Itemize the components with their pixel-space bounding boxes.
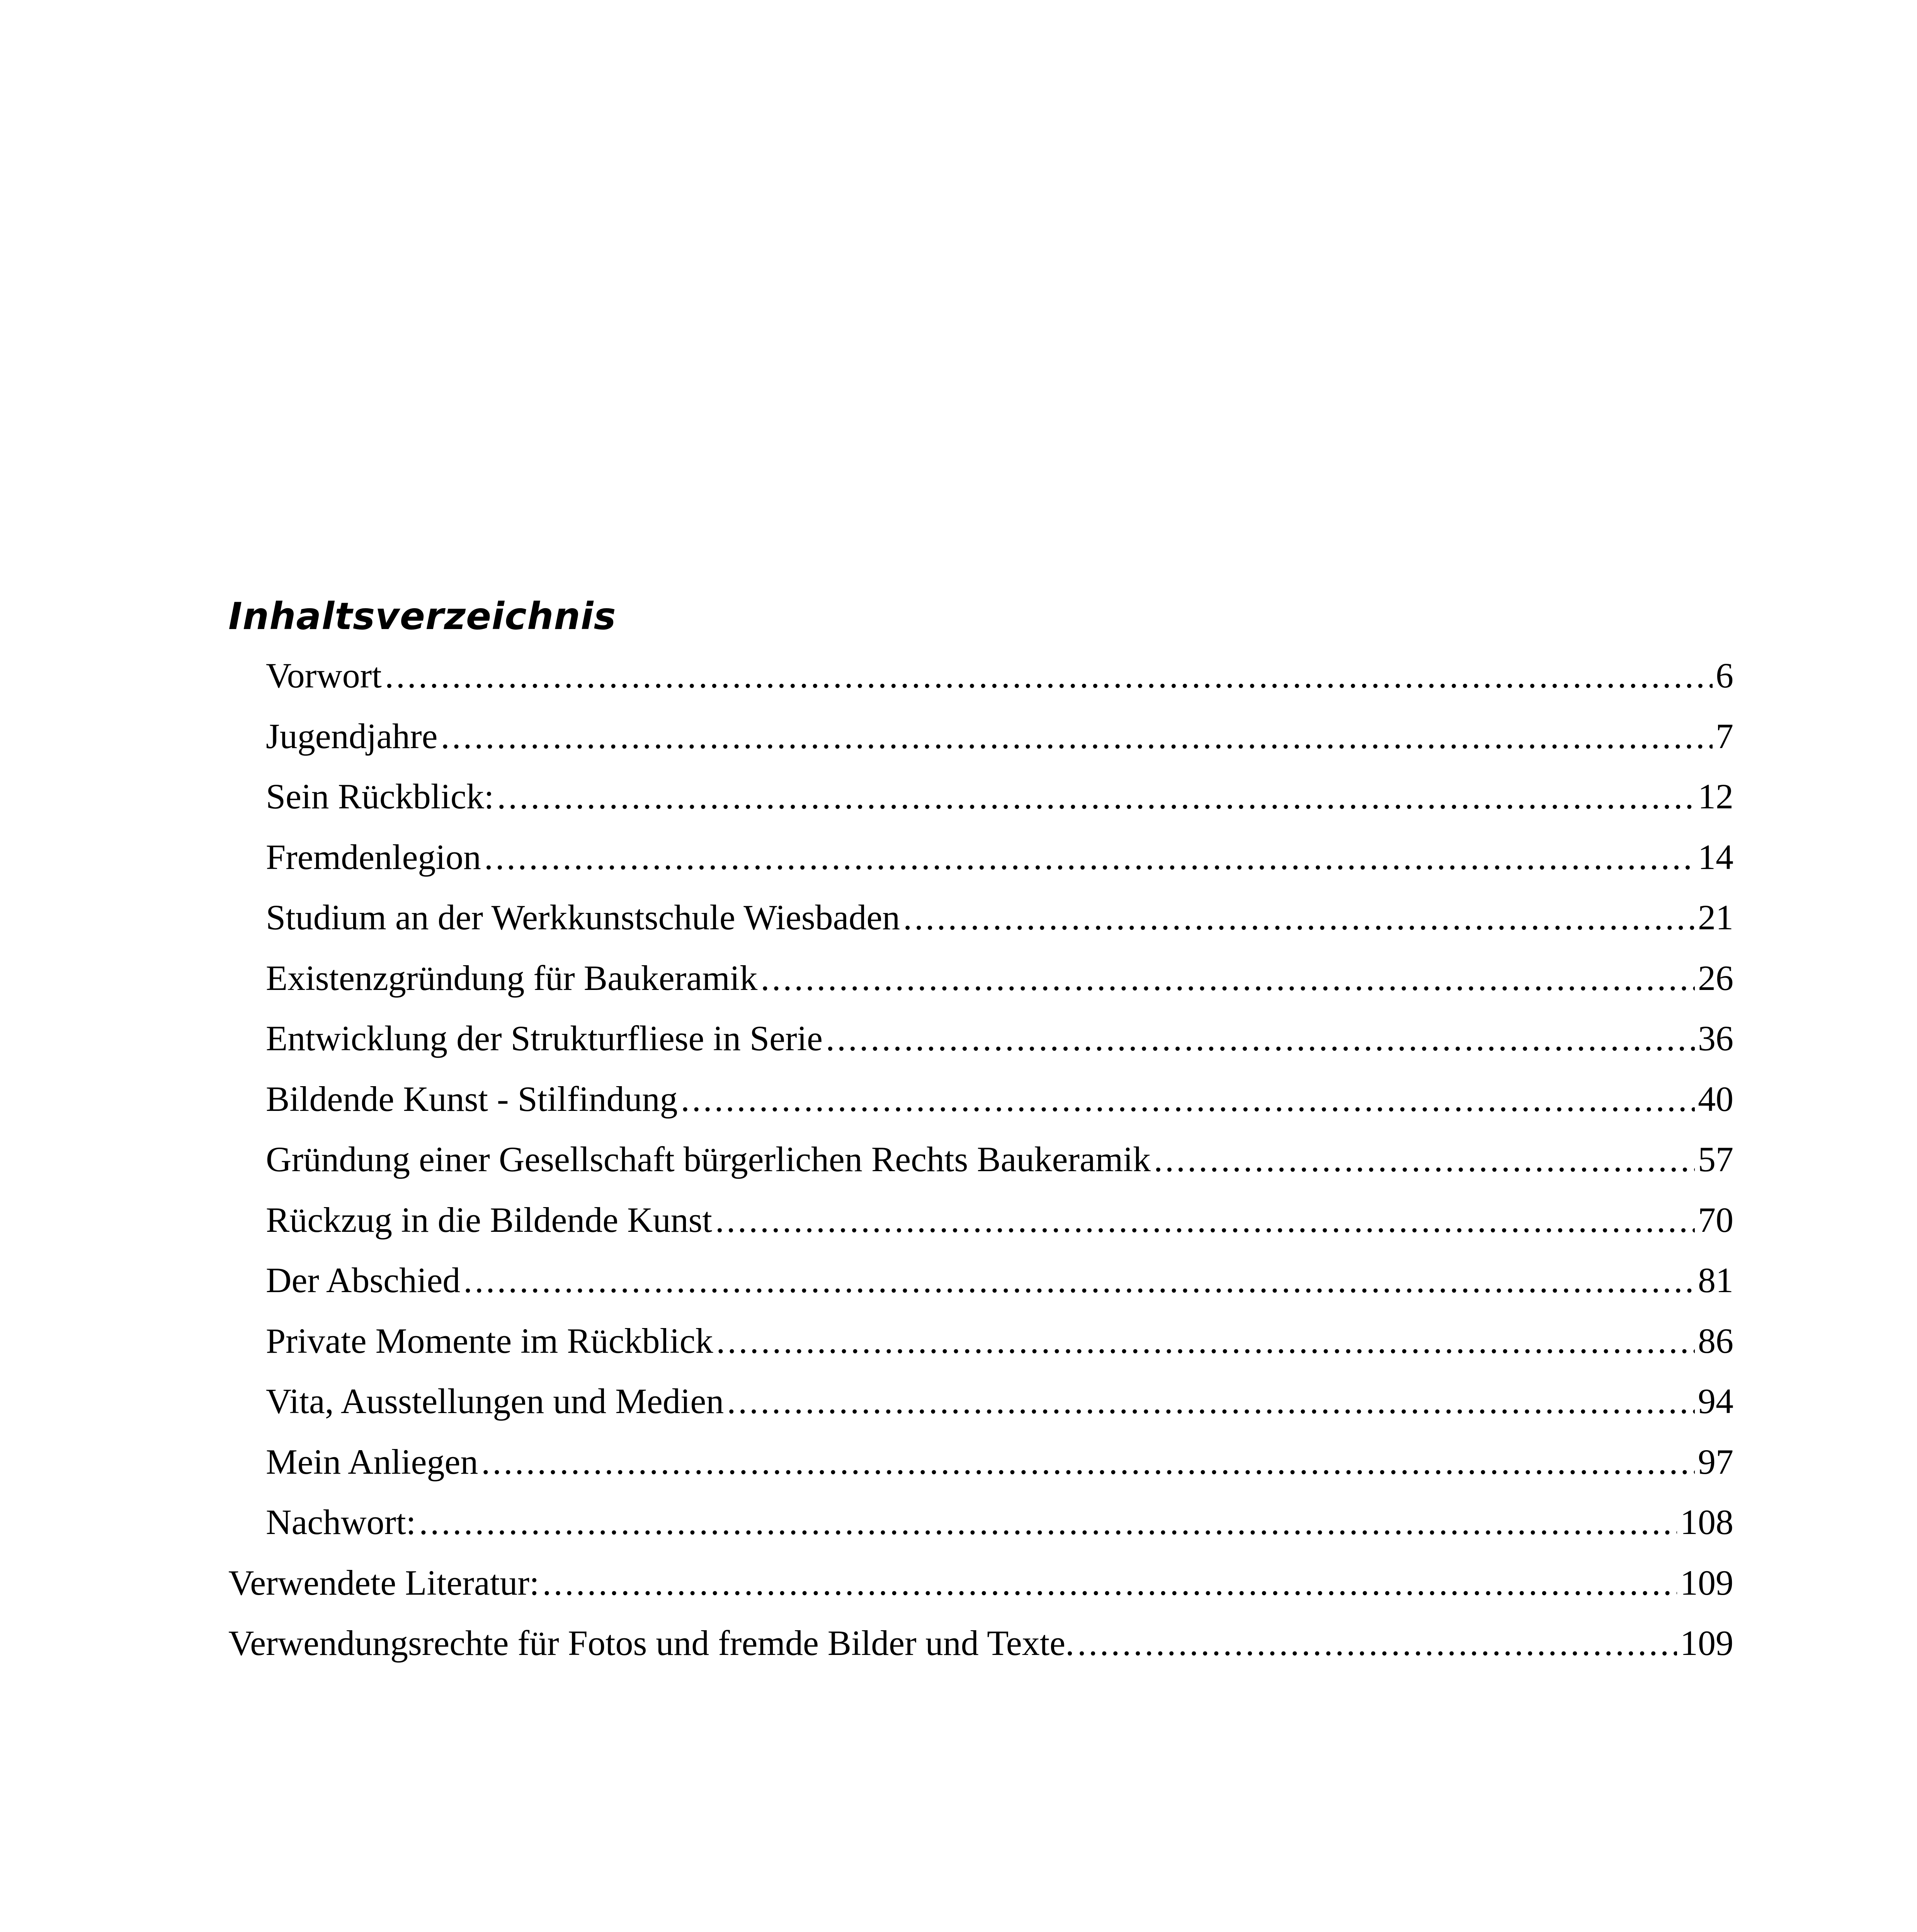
toc-page-number: 40	[1698, 1079, 1733, 1119]
toc-page-number: 81	[1698, 1260, 1733, 1300]
toc-page-number: 94	[1698, 1381, 1733, 1421]
toc-page-number: 109	[1680, 1563, 1733, 1602]
toc-entry[interactable]	[228, 948, 1733, 1009]
toc-dot-leader	[463, 1250, 1695, 1311]
toc-entry[interactable]	[228, 1008, 1733, 1069]
toc-dot-leader	[760, 948, 1695, 1009]
toc-list	[228, 645, 1733, 1673]
toc-dot-leader	[419, 1492, 1677, 1553]
toc-entry[interactable]	[228, 827, 1733, 888]
toc-entry[interactable]	[228, 1371, 1733, 1432]
toc-entry[interactable]	[228, 1190, 1733, 1250]
toc-page-number: 57	[1698, 1139, 1733, 1179]
toc-entry-title: Entwicklung der Strukturfliese in Serie	[266, 1019, 823, 1058]
toc-dot-leader	[903, 887, 1695, 948]
toc-page-number: 108	[1680, 1502, 1733, 1542]
toc-entry[interactable]	[228, 645, 1733, 706]
toc-entry-title: Bildende Kunst - Stilfindung	[266, 1079, 678, 1119]
toc-entry[interactable]	[228, 1432, 1733, 1492]
toc-entry[interactable]	[228, 1311, 1733, 1371]
toc-page-number: 12	[1698, 777, 1733, 816]
toc-entry[interactable]	[228, 887, 1733, 948]
toc-entry-title: Fremdenlegion	[266, 837, 481, 877]
toc-dot-leader	[715, 1190, 1695, 1250]
toc-entry[interactable]	[228, 1613, 1733, 1673]
toc-page-number: 109	[1680, 1623, 1733, 1663]
toc-dot-leader	[727, 1371, 1695, 1432]
toc-entry-title: Vorwort	[266, 656, 382, 695]
toc-dot-leader	[385, 645, 1713, 706]
toc-dot-leader	[826, 1008, 1695, 1069]
toc-dot-leader	[543, 1553, 1677, 1613]
toc-entry[interactable]	[228, 1553, 1733, 1613]
toc-entry-title: Der Abschied	[266, 1260, 461, 1300]
toc-entry-title: Verwendungsrechte für Fotos und fremde Bilder und Texte.	[228, 1623, 1075, 1663]
toc-entry-title: Sein Rückblick:	[266, 777, 494, 816]
toc-entry-title: Jugendjahre	[266, 716, 438, 756]
toc-dot-leader	[681, 1069, 1695, 1129]
toc-entry[interactable]	[228, 1069, 1733, 1129]
toc-page-number: 21	[1698, 898, 1733, 937]
toc-dot-leader	[1154, 1129, 1695, 1190]
toc-page-number: 36	[1698, 1019, 1733, 1058]
toc-page-number: 86	[1698, 1321, 1733, 1361]
toc-dot-leader	[481, 1432, 1695, 1492]
toc-page-number: 14	[1698, 837, 1733, 877]
toc-dot-leader	[441, 706, 1713, 767]
toc-entry[interactable]	[228, 1129, 1733, 1190]
toc-entry-title: Existenzgründung für Baukeramik	[266, 958, 758, 998]
toc-heading: Inhaltsverzeichnis	[228, 595, 616, 638]
toc-entry[interactable]	[228, 1492, 1733, 1553]
toc-dot-leader	[716, 1311, 1695, 1371]
toc-entry-title: Verwendete Literatur:	[228, 1563, 539, 1602]
toc-entry[interactable]	[228, 1250, 1733, 1311]
table-of-contents	[228, 587, 1733, 1673]
toc-entry[interactable]	[228, 766, 1733, 827]
toc-entry-title: Gründung einer Gesellschaft bürgerlichen Rechts Baukeramik	[266, 1139, 1151, 1179]
toc-page-number: 70	[1698, 1200, 1733, 1240]
toc-page-number: 97	[1698, 1442, 1733, 1481]
toc-entry-title: Vita, Ausstellungen und Medien	[266, 1381, 724, 1421]
toc-dot-leader	[484, 827, 1695, 888]
toc-entry[interactable]	[228, 706, 1733, 767]
toc-page-number: 7	[1716, 716, 1733, 756]
toc-page-number: 6	[1716, 656, 1733, 695]
toc-entry-title: Rückzug in die Bildende Kunst	[266, 1200, 712, 1240]
toc-entry-title: Nachwort:	[266, 1502, 416, 1542]
toc-entry-title: Private Momente im Rückblick	[266, 1321, 713, 1361]
toc-entry-title: Mein Anliegen	[266, 1442, 478, 1481]
toc-dot-leader	[497, 766, 1695, 827]
toc-page-number: 26	[1698, 958, 1733, 998]
toc-entry-title: Studium an der Werkkunstschule Wiesbaden	[266, 898, 900, 937]
toc-dot-leader	[1077, 1613, 1677, 1673]
